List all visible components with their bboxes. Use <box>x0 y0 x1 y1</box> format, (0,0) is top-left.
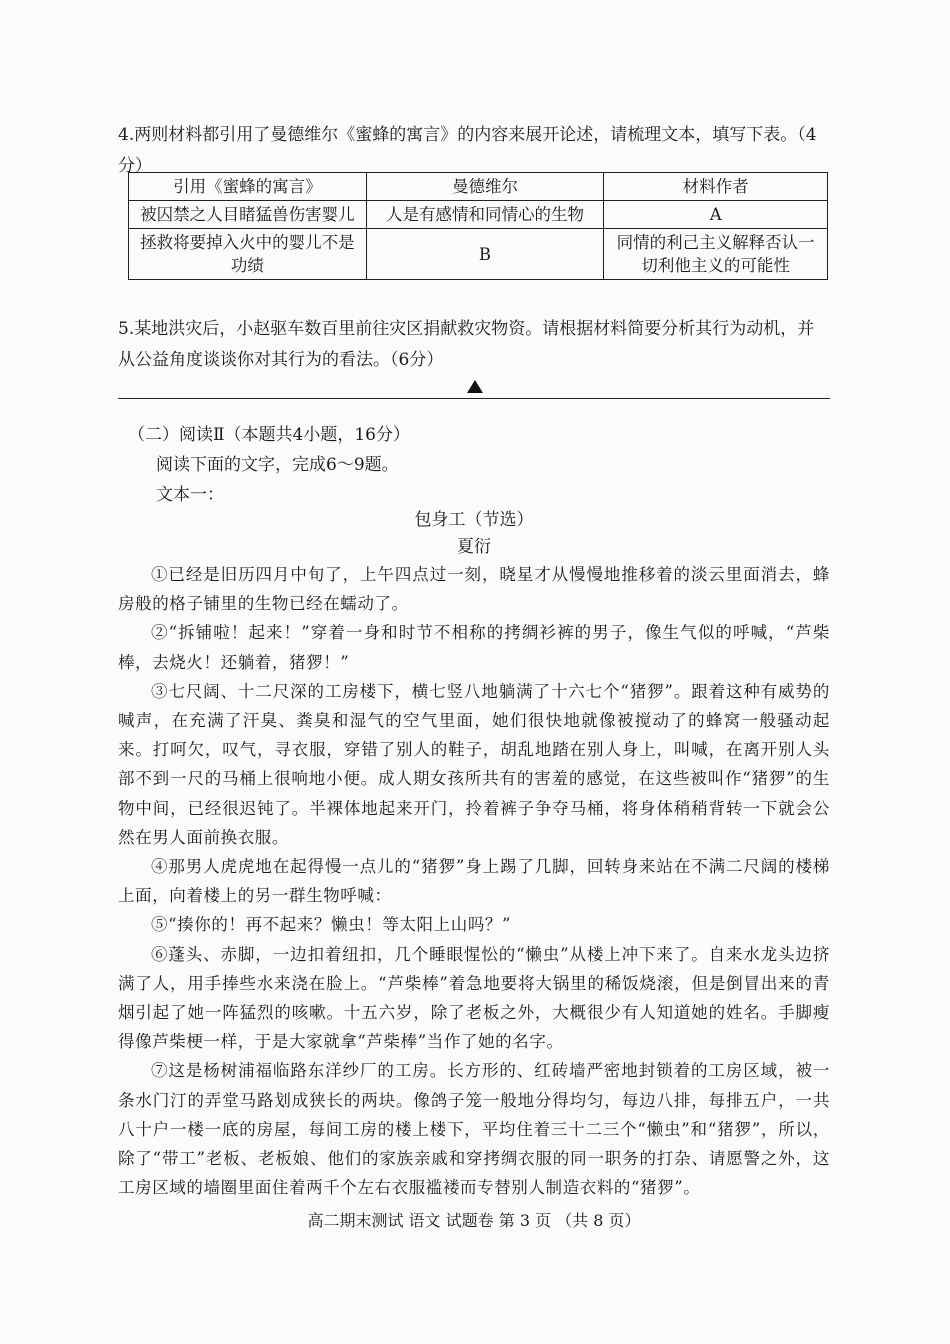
paragraph: ②“拆铺啦！起来！”穿着一身和时节不相称的拷绸衫裤的男子，像生气似的呼喊，“芦柴棒，去烧火！还躺着，猪猡！” <box>118 623 830 672</box>
triangle-marker-icon <box>467 380 483 393</box>
section-divider <box>118 398 830 399</box>
reading-instruction: 阅读下面的文字，完成6～9题。 <box>156 455 399 475</box>
table-cell: 同情的利己主义解释否认一切利他主义的可能性 <box>604 229 828 280</box>
table-cell: 被囚禁之人目睹猛兽伤害婴儿 <box>129 201 367 229</box>
paragraph: ①已经是旧历四月中旬了，上午四点过一刻，晓星才从慢慢地推移着的淡云里面消去，蜂房般的格子铺里的生物已经在蠕动了。 <box>118 565 830 614</box>
paragraph: ⑥蓬头、赤脚，一边扣着纽扣，几个睡眼惺忪的“懒虫”从楼上冲下来了。自来水龙头边挤满了人，用手捧些水来浇在脸上。“芦柴棒”着急地要将大锅里的稀饭烧滚，但是倒冒出来的青烟引起了她一阵猛烈的咳嗽。十五六岁，除了老板之外，大概很少有人知道她的姓名。手脚瘦得像芦柴梗一样，于是大家就拿“芦柴棒”当作了她的名字。 <box>118 944 830 1052</box>
table-header: 材料作者 <box>604 173 828 201</box>
paragraph: ⑤“揍你的！再不起来？懒虫！等太阳上山吗？” <box>151 915 512 935</box>
paragraph: ④那男人虎虎地在起得慢一点儿的“猪猡”身上踢了几脚，回转身来站在不满二尺阔的楼梯上面，向着楼上的另一群生物呼喊： <box>118 857 830 906</box>
article-author: 夏衍 <box>457 537 491 557</box>
table-row <box>129 201 828 229</box>
question-5: 5.某地洪灾后，小赵驱车数百里前往灾区捐献救灾物资。请根据材料简要分析其行为动机，并从公益角度谈谈你对其行为的看法。（6分） <box>118 319 815 370</box>
table-row <box>129 229 828 280</box>
table-header: 曼德维尔 <box>366 173 604 201</box>
paragraph: ⑦这是杨树浦福临路东洋纱厂的工房。长方形的、红砖墙严密地封锁着的工房区域，被一条水门汀的弄堂马路划成狭长的两块。像鸽子笼一般地分得均匀，每边八排，每排五户，一共八十户一楼一底的房屋，每间工房的楼上楼下，平均住着三十二三个“懒虫”和“猪猡”，所以，除了“带工”老板、老板娘、他们的家族亲戚和穿拷绸衣服的同一职务的打杂、请愿警之外，这工房区域的墙圈里面住着两千个左右衣服褴褛而专替别人制造衣料的“猪猡”。 <box>118 1061 830 1198</box>
section-heading: （二）阅读Ⅱ（本题共4小题，16分） <box>128 425 411 445</box>
answer-table <box>128 172 828 280</box>
text-label: 文本一： <box>156 485 224 505</box>
question-4: 4.两则材料都引用了曼德维尔《蜜蜂的寓言》的内容来展开论述，请梳理文本，填写下表。（4分） <box>118 125 817 176</box>
article-title: 包身工（节选） <box>414 510 534 530</box>
table-cell: 人是有感情和同情心的生物 <box>366 201 604 229</box>
table-header-row <box>129 173 828 201</box>
article-body <box>118 560 830 1202</box>
table-cell: 拯救将要掉入火中的婴儿不是功绩 <box>129 229 367 280</box>
table-cell: A <box>604 201 828 229</box>
page-footer: 高二期末测试 语文 试题卷 第 3 页 （共 8 页） <box>307 1211 641 1230</box>
paragraph: ③七尺阔、十二尺深的工房楼下，横七竖八地躺满了十六七个“猪猡”。跟着这种有威势的喊声，在充满了汗臭、粪臭和湿气的空气里面，她们很快地就像被搅动了的蜂窝一般骚动起来。打呵欠，叹气，寻衣服，穿错了别人的鞋子，胡乱地踏在别人身上，叫喊，在离开别人头部不到一尺的马桶上很响地小便。成人期女孩所共有的害羞的感觉，在这些被叫作“猪猡”的生物中间，已经很迟钝了。半裸体地起来开门，拎着裤子争夺马桶，将身体稍稍背转一下就会公然在男人面前换衣服。 <box>118 681 830 847</box>
table-cell: B <box>366 229 604 280</box>
table-header: 引用《蜜蜂的寓言》 <box>129 173 367 201</box>
